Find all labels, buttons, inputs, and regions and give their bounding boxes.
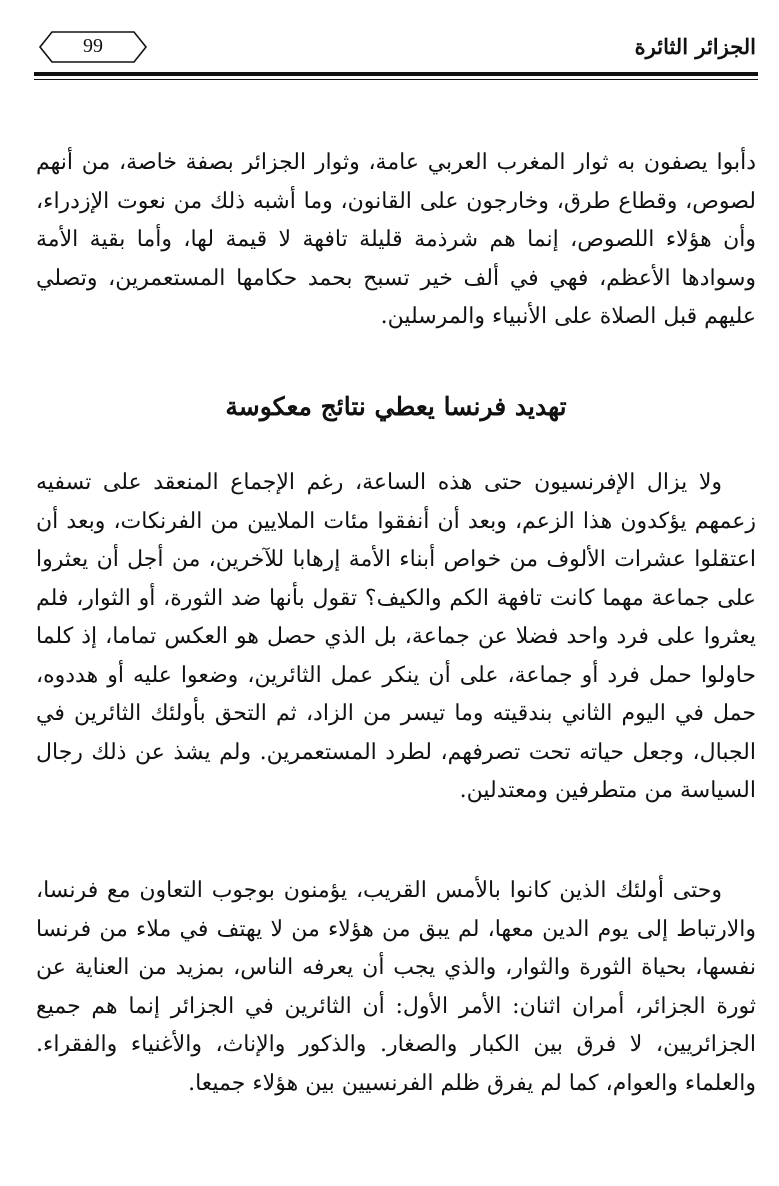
- paragraph-3: وحتى أولئك الذين كانوا بالأمس القريب، يؤمنون بوجوب التعاون مع فرنسا، والارتباط إلى يوم الدين معها، لم يبق من هؤلاء من لا يهتف في ملاء من فرنسا نفسها، بحياة الثورة والثوار، والذي يجب أن يعرفه الناس، بمزيد من العناية عن ثورة الجزائر، أمران اثنان: الأمر الأول: أن الثائرين في الجزائر إنما هم جميع الجزائريين، لا فرق بين الكبار والصغار. والذكور والإناث، والأغنياء والفقراء. والعلماء والعوام، كما لم يفرق ظلم الفرنسيين بين هؤلاء جميعا.: [36, 878, 756, 1096]
- header-rule-thick: [34, 72, 758, 76]
- section-heading: تهديد فرنسا يعطي نتائج معكوسة: [225, 392, 567, 421]
- paragraph-2: ولا يزال الإفرنسيون حتى هذه الساعة، رغم الإجماع المنعقد على تسفيه زعمهم يؤكدون هذا الزعم، وبعد أن أنفقوا مئات الملايين من الفرنكات، وبعد أن اعتقلوا عشرات الألوف من خواص أبناء الأمة إرهابا للآخرين، من أجل أن يعثروا على جماعة مهما كانت تافهة الكم والكيف؟ تقول بأنها ضد الثورة، أو الثوار، فلم يعثروا على فرد واحد فضلا عن جماعة، بل الذي حصل هو العكس تماما، إذ كلما حاولوا حمل فرد أو جماعة، على أن ينكر عمل الثائرين، وضعوا عليه أو هددوه، حمل في اليوم الثاني بندقيته وما تيسر من الزاد، ثم التحق بأولئك الثائرين في الجبال، وجعل حياته تحت تصرفهم، لطرد المستعمرين. ولم يشذ عن ذلك رجال السياسة من متطرفين ومعتدلين.: [36, 470, 756, 803]
- paragraph-1: دأبوا يصفون به ثوار المغرب العربي عامة، وثوار الجزائر بصفة خاصة، من أنهم لصوص، وقطاع طرق، وخارجون على القانون، وما أشبه ذلك من نعوت الإزدراء، وأن هؤلاء اللصوص، إنما هم شرذمة قليلة تافهة لا قيمة لها، وأما بقية الأمة وسوادها الأعظم، فهي في ألف خير تسبح بحمد حكامها المستعمرين، وتصلي عليهم قبل الصلاة على الأنبياء والمرسلين.: [36, 150, 756, 329]
- page-header: [34, 30, 756, 70]
- page-number: 99: [83, 35, 103, 57]
- running-title: الجزائر الثائرة: [634, 34, 756, 59]
- header-rule-thin: [34, 79, 758, 80]
- page-number-badge: [38, 30, 148, 64]
